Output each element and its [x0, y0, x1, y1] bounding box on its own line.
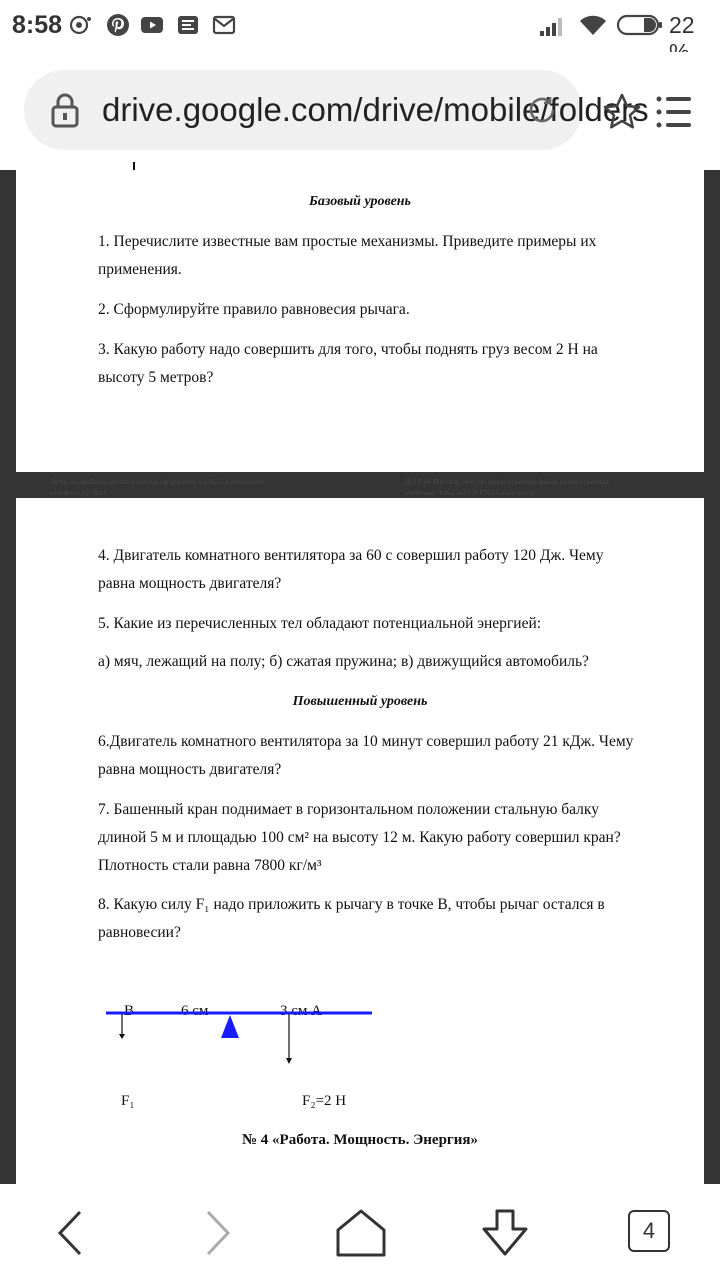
question-line: а) мяч, лежащий на полу; б) сжатая пружина; в) движущийся автомобиль? — [98, 653, 589, 670]
question-line: 6.Двигатель комнатного вентилятора за 10 минут совершил работу 21 кДж. Чему — [98, 733, 634, 750]
document-viewer[interactable] — [0, 170, 720, 1184]
diagram-label-f2: F₂=2 Н — [302, 1093, 347, 1109]
question-line: равна мощность двигателя? — [98, 761, 282, 778]
status-time: 8:58 — [12, 11, 63, 39]
section-heading-advanced: Повышенный уровень — [292, 694, 428, 709]
battery-icon — [616, 13, 664, 37]
next-section-title: № 4 «Работа. Мощность. Энергия» — [241, 1132, 478, 1148]
question-line: 4. Двигатель комнатного вентилятора за 60 с совершил работу 120 Дж. Чему — [98, 547, 604, 564]
diagram-label-6cm: 6 см — [181, 1003, 209, 1019]
back-icon[interactable] — [46, 1208, 96, 1258]
message-icon — [68, 13, 92, 37]
question-line: равновесии? — [98, 924, 181, 941]
question-line: 3. Какую работу надо совершить для того, чтобы поднять груз весом 2 Н на — [98, 341, 598, 358]
question-line: применения. — [98, 261, 182, 278]
document-page-1 — [16, 150, 704, 472]
text-fragment — [133, 162, 135, 170]
youtube-icon — [140, 13, 164, 37]
bottom-navigation — [0, 1184, 720, 1280]
section-heading-basic: Базовый уровень — [309, 194, 411, 209]
battery-percent: 22 — [669, 12, 695, 38]
tab-count-button[interactable]: 4 — [628, 1210, 670, 1252]
strip-note: Д/З 8.04 Изучить тему по какой странице файла новая страница — [405, 477, 609, 486]
question-line: 2. Сформулируйте правило равновесия рычага. — [98, 301, 410, 318]
home-icon[interactable] — [334, 1208, 388, 1258]
lock-icon — [50, 92, 80, 128]
menu-icon[interactable] — [656, 94, 692, 130]
reload-icon[interactable] — [526, 94, 558, 126]
download-icon[interactable] — [478, 1208, 532, 1258]
diagram-label-f1: F₁ — [121, 1093, 135, 1109]
question-line: высоту 5 метров? — [98, 369, 214, 386]
strip-note: мне фото л.р.№11 — [50, 488, 107, 497]
wifi-icon — [578, 13, 608, 37]
question-line: 1. Перечислите известные вам простые механизмы. Приведите примеры их — [98, 233, 597, 250]
question-line: 7. Башенный кран поднимает в горизонтальном положении стальную балку — [98, 801, 599, 818]
question-line: Плотность стали равна 7800 кг/м³ — [98, 857, 322, 874]
pinterest-icon — [106, 13, 130, 37]
address-bar[interactable] — [24, 70, 649, 150]
gmail-icon — [212, 13, 236, 37]
star-icon[interactable] — [602, 92, 642, 132]
strip-note: Дети, на двойном листке в клетку оформляем л.р.№11 и высылаем — [50, 477, 264, 486]
status-bar — [0, 0, 720, 52]
game-icon — [176, 13, 200, 37]
diagram-label-b: В — [124, 1003, 135, 1019]
question-line: 5. Какие из перечисленных тел обладают потенциальной энергией: — [98, 615, 542, 632]
question-line: длиной 5 м и площадью 100 см² на высоту 12 м. Какую работу совершил кран? — [98, 829, 621, 846]
url-text[interactable]: drive.google.com/drive/mobile/folders — [102, 91, 649, 128]
question-line: 8. Какую силу F₁ надо приложить к рычагу в точке В, чтобы рычаг остался в — [98, 896, 605, 913]
forward-icon[interactable] — [192, 1208, 242, 1258]
strip-note: учебника. Тема №13 Л.Р.№11 выполнить — [405, 488, 536, 497]
fulcrum-icon — [221, 1015, 239, 1038]
signal-icon — [538, 13, 568, 37]
diagram-label-3cm-a: 3 см А — [280, 1003, 322, 1019]
question-line: равна мощность двигателя? — [98, 575, 282, 592]
document-page-2 — [16, 498, 704, 1198]
